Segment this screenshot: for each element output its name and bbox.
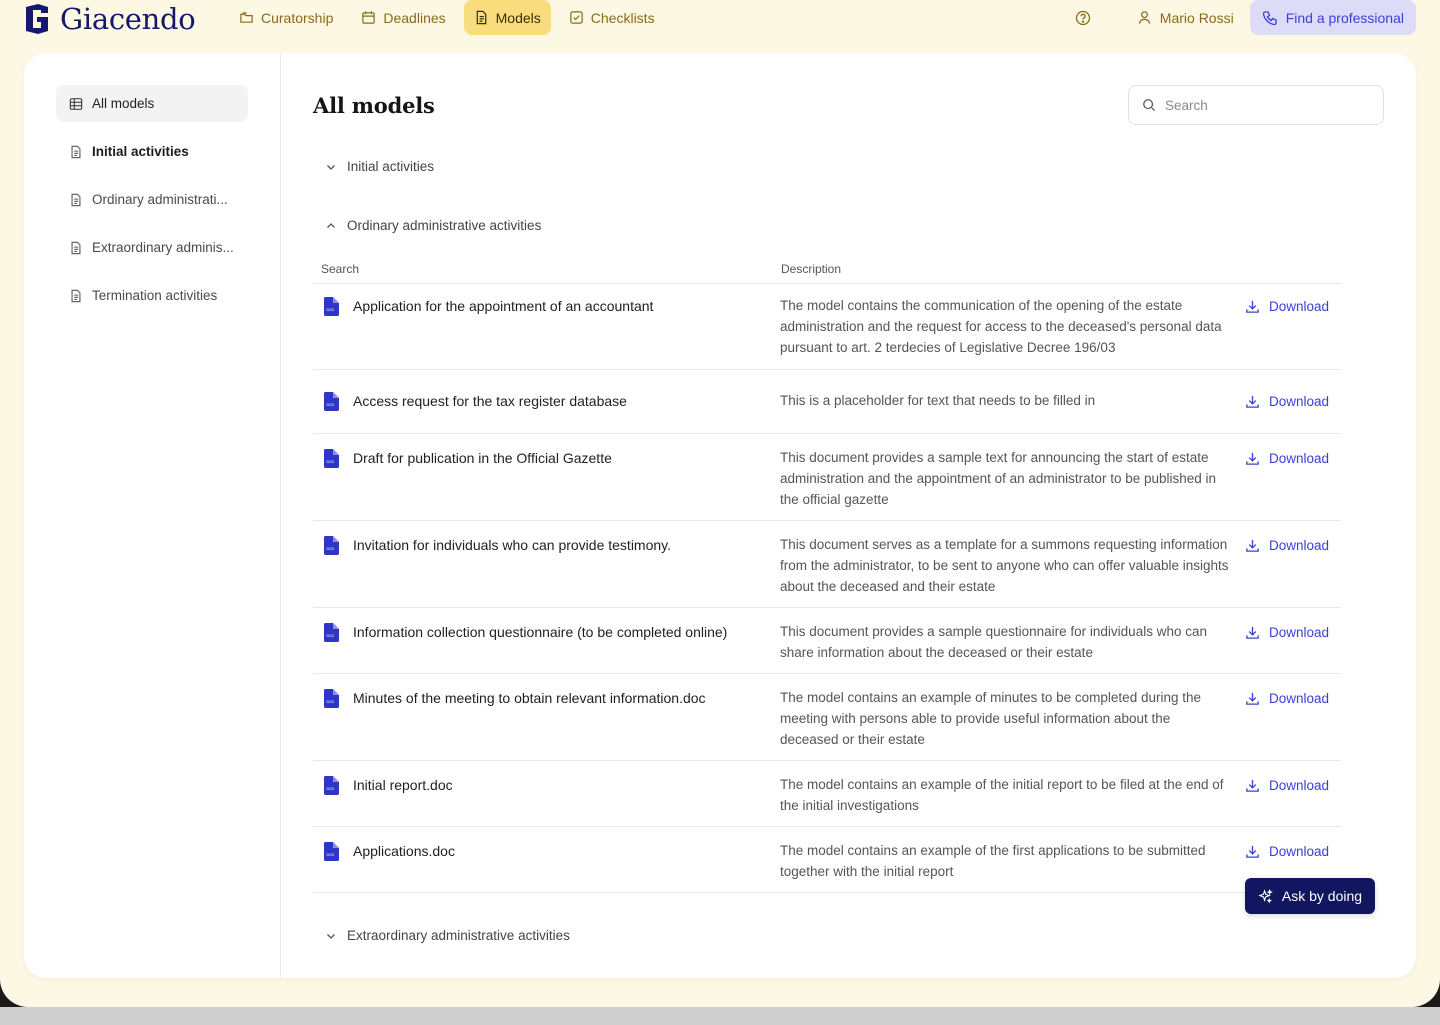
table-row [313,761,1341,827]
chevron-up-icon [325,220,337,232]
sidebar [24,53,281,978]
sidebar-item-termination-activities[interactable] [56,277,248,314]
chevron-down-icon [325,161,337,173]
top-navigation [0,0,1440,36]
brand-name: Giacendo [60,2,196,36]
document-icon [69,289,83,303]
model-description: The model contains an example of the first applications to be submitted together with the initial report [780,843,1206,879]
page-title: All models [313,93,435,118]
column-header-name: Search [321,262,360,276]
svg-text:DOC: DOC [326,403,335,407]
nav-deadlines[interactable] [351,0,455,35]
model-name: Application for the appointment of an accountant [353,298,654,314]
sidebar-item-initial-activities[interactable] [56,133,248,170]
model-description: The model contains an example of the initial report to be filed at the end of the initial investigations [780,777,1224,813]
download-button[interactable] [1245,451,1329,466]
section-ordinary-administrative[interactable] [325,218,541,233]
section-extraordinary-administrative[interactable] [325,928,570,943]
doc-file-icon [323,449,339,468]
document-icon [69,145,83,159]
content-card [24,53,1416,978]
model-description: This document serves as a template for a summons requesting information from the administrator, to be sent to anyone who can offer valuable insights about the deceased and their estate [780,537,1229,594]
search-icon [1142,98,1156,112]
sidebar-item-ordinary-administrative[interactable] [56,181,248,218]
section-initial-activities[interactable] [325,159,434,174]
download-button[interactable] [1245,778,1329,793]
main-nav [229,0,665,35]
svg-text:DOC: DOC [326,547,335,551]
download-label: Download [1269,299,1330,314]
sidebar-item-label: Ordinary administrati... [92,192,228,207]
svg-text:DOC: DOC [326,460,335,464]
section-label: Extraordinary administrative activities [347,928,570,943]
download-icon [1245,451,1260,466]
user-menu[interactable] [1137,10,1234,26]
model-description: This document provides a sample questionnaire for individuals who can share information about the deceased or their estate [780,624,1207,660]
nav-checklists[interactable] [559,0,665,35]
download-label: Download [1269,691,1330,706]
download-icon [1245,299,1260,314]
download-button[interactable] [1245,691,1329,706]
svg-text:DOC: DOC [326,853,335,857]
checkbox-icon [569,10,584,25]
sidebar-item-extraordinary-administrative[interactable] [56,229,248,266]
document-icon [69,193,83,207]
table-row [313,370,1341,434]
download-icon [1245,778,1260,793]
download-label: Download [1269,451,1330,466]
document-icon [69,241,83,255]
find-professional-button[interactable] [1250,0,1416,35]
folder-icon [239,10,254,25]
search-box[interactable] [1128,85,1384,125]
doc-file-icon [323,392,339,411]
search-input[interactable] [1165,98,1365,113]
model-description: This is a placeholder for text that needs to be filled in [780,393,1096,408]
table-row [313,284,1341,370]
download-button[interactable] [1245,538,1329,553]
download-icon [1245,625,1260,640]
download-label: Download [1269,625,1330,640]
nav-curatorship[interactable] [229,0,343,35]
doc-file-icon [323,297,339,316]
sidebar-item-label: All models [92,96,155,111]
nav-label: Models [495,9,541,26]
doc-file-icon [323,842,339,861]
download-button[interactable] [1245,299,1329,314]
table-row [313,521,1341,608]
model-name: Draft for publication in the Official Gazette [353,450,612,466]
sidebar-item-label: Extraordinary adminis... [92,240,234,255]
model-description: This document provides a sample text for announcing the start of estate administration and the appointment of an administrator to be published in the official gazette [780,450,1217,507]
download-icon [1245,394,1260,409]
nav-label: Checklists [590,9,655,26]
model-name: Applications.doc [353,843,455,859]
main-content [281,53,1416,978]
download-icon [1245,691,1260,706]
download-button[interactable] [1245,625,1329,640]
sparkle-icon [1258,889,1273,904]
model-name: Invitation for individuals who can provide testimony. [353,537,672,553]
download-label: Download [1269,844,1330,859]
document-icon [474,10,489,25]
sidebar-item-all-models[interactable] [56,85,248,122]
section-label: Initial activities [347,159,435,174]
model-description: The model contains the communication of the opening of the estate administration and the request for access to the deceased's personal data pursuant to art. 2 terdecies of Legislative Decree 196/03 [780,298,1222,355]
doc-file-icon [323,689,339,708]
chevron-down-icon [325,930,337,942]
table-row [313,434,1341,521]
model-name: Access request for the tax register database [353,393,627,409]
user-name: Mario Rossi [1159,9,1234,26]
ask-by-doing-button[interactable] [1245,878,1375,914]
download-icon [1245,538,1260,553]
nav-models[interactable] [464,0,551,35]
doc-file-icon [323,536,339,555]
svg-text:DOC: DOC [326,787,335,791]
brand-logo[interactable] [24,2,195,36]
download-button[interactable] [1245,394,1329,409]
find-professional-label: Find a professional [1285,9,1404,26]
section-label: Ordinary administrative activities [347,218,542,233]
download-label: Download [1269,538,1330,553]
table-icon [69,97,83,111]
model-name: Initial report.doc [353,777,453,793]
model-description: The model contains an example of minutes to be completed during the meeting with persons able to provide useful information about the deceased or their estate [780,690,1201,747]
ask-label: Ask by doing [1281,888,1363,904]
sidebar-item-label: Initial activities [92,144,189,159]
svg-text:DOC: DOC [326,634,335,638]
table-row [313,674,1341,761]
doc-file-icon [323,623,339,642]
download-label: Download [1269,778,1330,793]
sidebar-item-label: Termination activities [92,288,218,303]
download-label: Download [1269,394,1330,409]
logo-icon [24,3,50,35]
nav-label: Curatorship [261,9,334,26]
svg-text:DOC: DOC [326,700,335,704]
nav-label: Deadlines [383,9,446,26]
download-button[interactable] [1245,844,1329,859]
window-shadow [0,1007,1440,1025]
model-name: Information collection questionnaire (to be completed online) [353,624,728,640]
help-icon[interactable] [1075,10,1091,26]
user-icon [1137,10,1152,25]
column-header-description: Description [781,262,842,276]
calendar-icon [361,10,376,25]
user-area [1075,0,1416,35]
svg-text:DOC: DOC [326,308,335,312]
table-row [313,827,1341,893]
model-name: Minutes of the meeting to obtain relevant information.doc [353,690,706,706]
phone-icon [1262,10,1278,26]
download-icon [1245,844,1260,859]
doc-file-icon [323,776,339,795]
table-row [313,608,1341,674]
table-header [313,256,1341,284]
